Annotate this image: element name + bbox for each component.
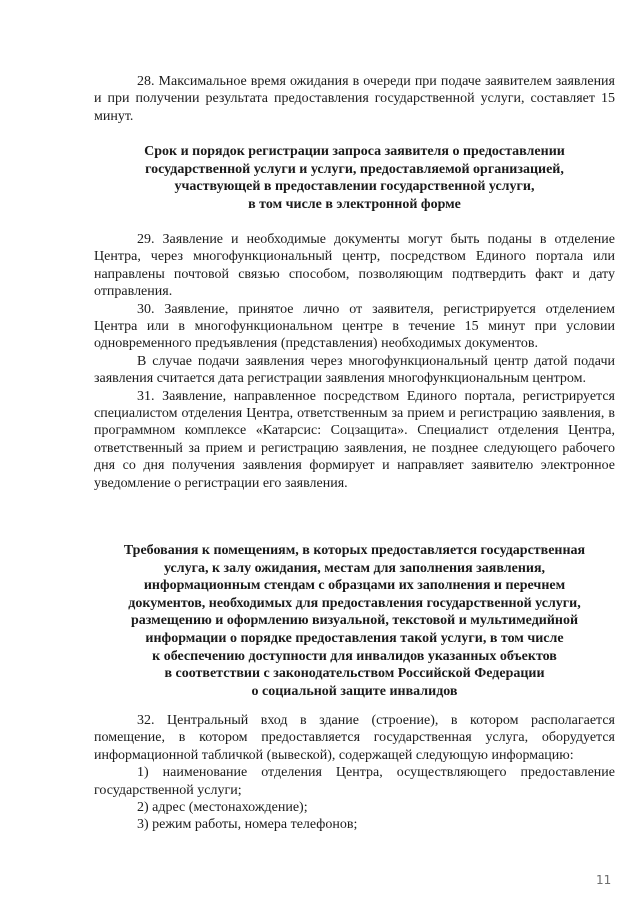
section-heading-premises bbox=[94, 542, 615, 700]
heading-line: о социальной защите инвалидов bbox=[251, 683, 458, 699]
paragraph-29: 29. Заявление и необходимые документы могут быть поданы в отделение Центра, через многофункциональный центр, посредством Единого портала или направлены почтовой связью способом, позволяющим подтвердить факт и дату отправления. bbox=[94, 232, 615, 300]
paragraph-31: 31. Заявление, направленное посредством Единого портала, регистрируется специалистом отделения Центра, ответственным за прием и регистрацию заявления, в программном комплексе «Катарсис: Соцзащита». Специалист отделения Центра, ответственный за прием и регистрацию заявления, не позднее следующего рабочего дня со дня получения заявления формирует и направляет заявителю электронное уведомление о регистрации его заявления. bbox=[94, 388, 615, 491]
heading-line: информации о порядке предоставления такой услуги, в том числе bbox=[145, 630, 564, 646]
premises-paragraphs bbox=[94, 712, 615, 834]
list-item: 3) режим работы, номера телефонов; bbox=[137, 817, 358, 833]
heading-line: в соответствии с законодательством Российской Федерации bbox=[164, 666, 545, 682]
heading-line: Срок и порядок регистрации запроса заявителя о предоставлении bbox=[144, 144, 565, 159]
heading-line: информационным стендам с образцами их заполнения и перечнем bbox=[143, 578, 566, 594]
paragraph-30-continued: В случае подачи заявления через многофункциональный центр датой подачи заявления считается дата регистрации заявления многофункциональным центром. bbox=[94, 353, 615, 387]
paragraph-30: 30. Заявление, принятое лично от заявителя, регистрируется отделением Центра или в многофункциональном центре в течение 15 минут при условии одновременного предъявления (представления) необходимых документов. bbox=[94, 301, 615, 352]
paragraph-28-block bbox=[94, 73, 615, 125]
heading-line: Требования к помещениям, в которых предоставляется государственная bbox=[123, 543, 586, 558]
paragraph-28: 28. Максимальное время ожидания в очереди при подаче заявителем заявления и при получении результата предоставления государственной услуги, составляет 15 минут. bbox=[94, 74, 615, 124]
heading-line: документов, необходимых для предоставления государственной услуги, bbox=[128, 595, 581, 611]
registration-paragraphs bbox=[94, 231, 615, 492]
heading-line: государственной услуги и услуги, предоставляемой организацией, bbox=[145, 161, 564, 177]
paragraph-32: 32. Центральный вход в здание (строение), в котором располагается помещение, в котором предоставляется государственная услуга, оборудуется информационной табличкой (вывеской), содержащей следующую информацию: bbox=[94, 713, 615, 763]
list-item: 1) наименование отделения Центра, осуществляющего предоставление государственной услуги; bbox=[94, 765, 615, 798]
heading-line: в том числе в электронной форме bbox=[248, 196, 461, 212]
heading-line: участвующей в предоставлении государственной услуги, bbox=[174, 179, 535, 195]
heading-line: размещению и оформлению визуальной, текстовой и мультимедийной bbox=[130, 613, 579, 629]
heading-line: к обеспечению доступности для инвалидов указанных объектов bbox=[152, 648, 557, 664]
list-item: 2) адрес (местонахождение); bbox=[137, 800, 308, 816]
section-heading-registration bbox=[94, 143, 615, 213]
heading-line: услуга, к залу ожидания, местам для заполнения заявления, bbox=[163, 560, 546, 576]
page-number: 11 bbox=[596, 873, 612, 887]
